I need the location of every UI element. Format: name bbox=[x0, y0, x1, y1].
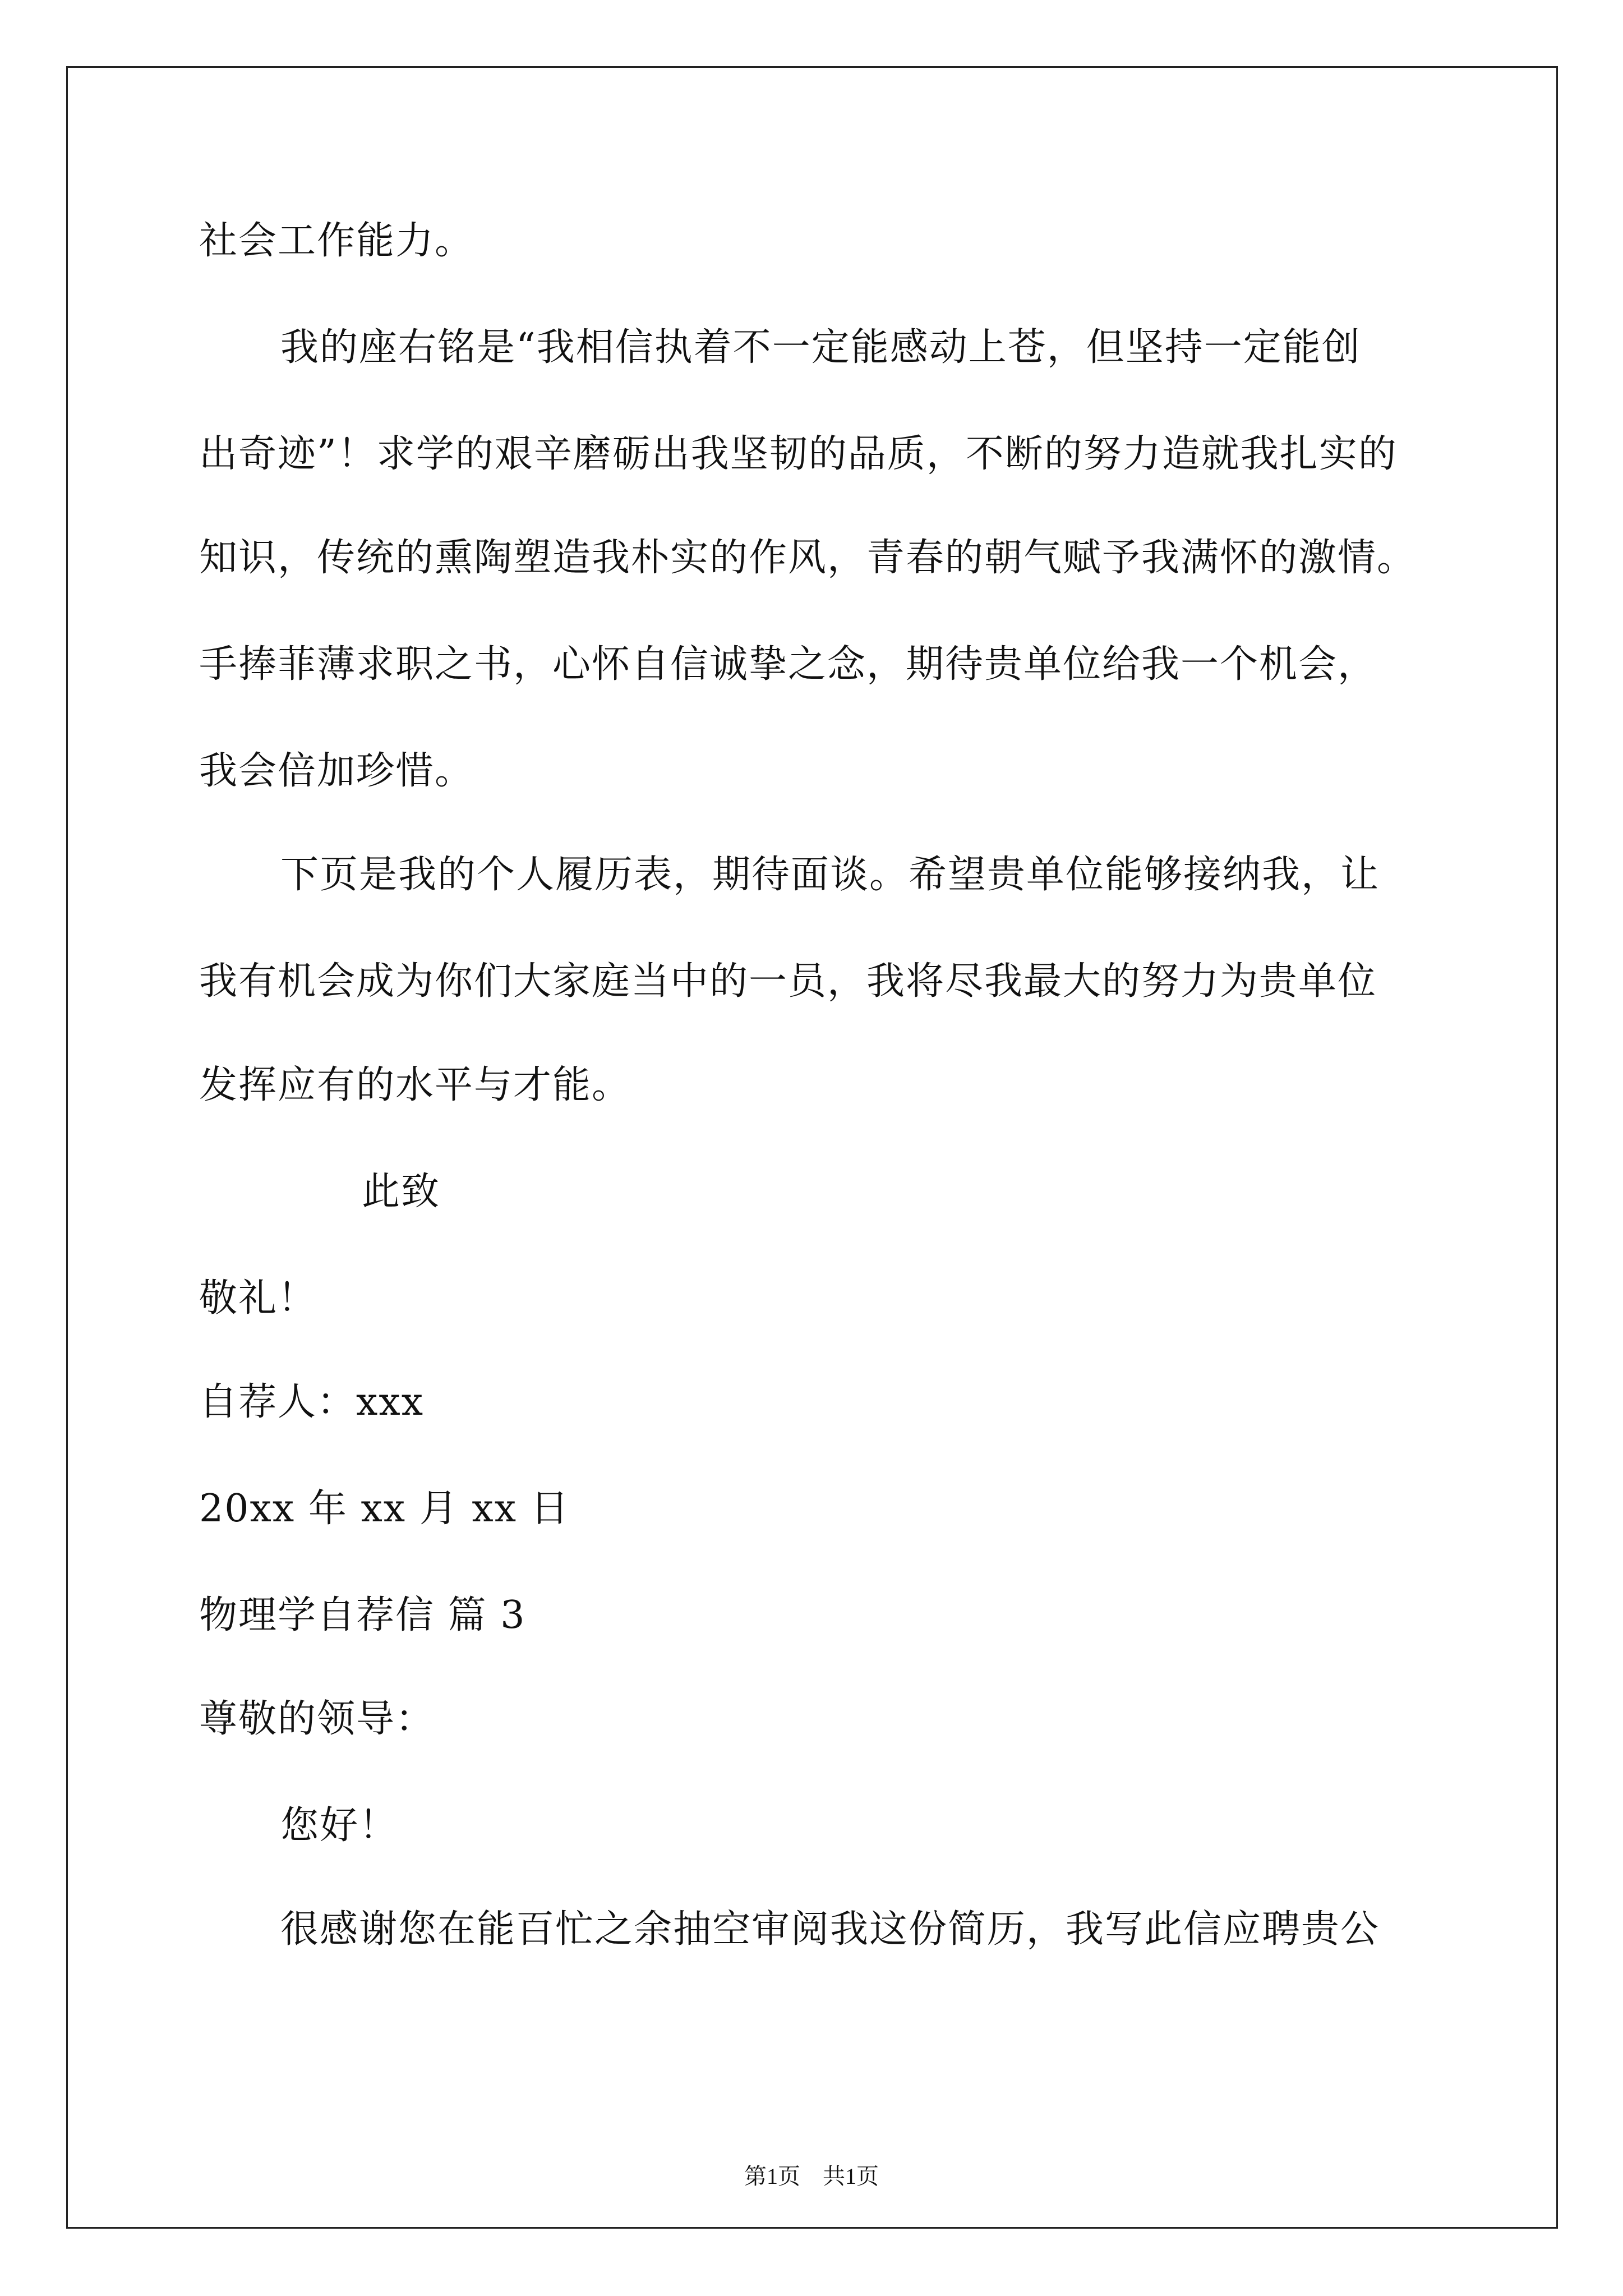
text-line: 很感谢您在能百忙之余抽空审阅我这份简历，我写此信应聘贵公 bbox=[280, 1907, 1380, 1952]
text-line: 我会倍加珍惜。 bbox=[199, 749, 474, 793]
page-number: 第1页 共1页 bbox=[744, 2164, 879, 2189]
text-line: 发挥应有的水平与才能。 bbox=[199, 1063, 631, 1107]
greeting-line: 尊敬的领导： bbox=[199, 1697, 435, 1741]
text-line: 出奇迹”！求学的艰辛磨砺出我坚韧的品质，不断的努力造就我扎实的 bbox=[199, 432, 1398, 476]
text-line: 您好！ bbox=[280, 1803, 399, 1848]
closing-line: 此致 bbox=[362, 1170, 441, 1214]
salutation-line: 敬礼！ bbox=[199, 1276, 317, 1320]
signature-line: 自荐人：xxx bbox=[199, 1380, 425, 1424]
text-line: 下页是我的个人履历表，期待面谈。希望贵单位能够接纳我，让 bbox=[280, 853, 1380, 897]
text-line: 我有机会成为你们大家庭当中的一员，我将尽我最大的努力为贵单位 bbox=[199, 959, 1377, 1004]
text-line: 社会工作能力。 bbox=[199, 219, 474, 263]
date-line: 20xx 年 xx 月 xx 日 bbox=[199, 1487, 570, 1531]
text-line: 手捧菲薄求职之书，心怀自信诚挚之念，期待贵单位给我一个机会， bbox=[199, 642, 1377, 687]
text-line: 我的座右铭是“我相信执着不一定能感动上苍，但坚持一定能创 bbox=[280, 325, 1361, 370]
text-line: 知识，传统的熏陶塑造我朴实的作风，青春的朝气赋予我满怀的激情。 bbox=[199, 536, 1417, 580]
section-title: 物理学自荐信 篇 3 bbox=[199, 1593, 526, 1637]
